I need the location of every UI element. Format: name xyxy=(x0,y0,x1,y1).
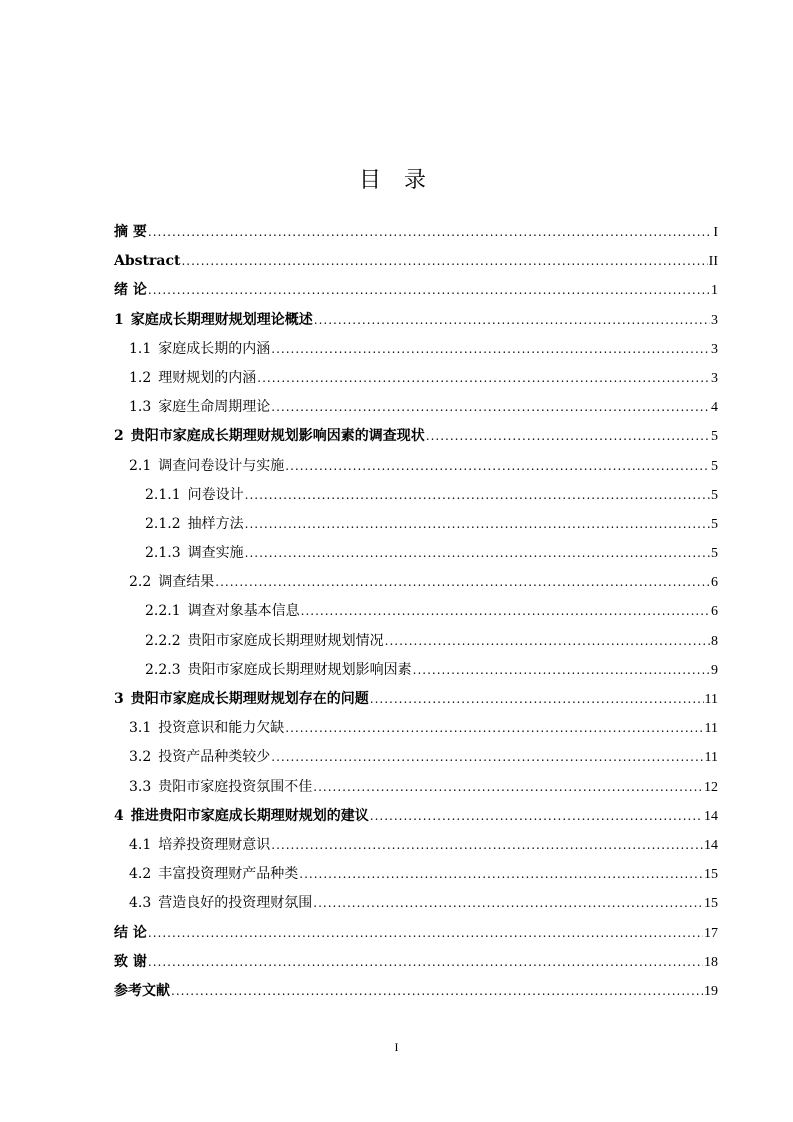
dot-leader xyxy=(245,539,710,568)
dot-leader xyxy=(148,276,710,305)
toc-entry-text: 调查结果 xyxy=(158,574,215,591)
toc-entry-page: 12 xyxy=(704,779,718,795)
toc-entry-label xyxy=(129,568,214,597)
toc-entry-label xyxy=(145,597,300,626)
toc-entry[interactable] xyxy=(114,568,718,597)
toc-entry-number: 1.3 xyxy=(129,399,152,416)
dot-leader xyxy=(171,977,703,1006)
toc-entry-text: 投资产品种类较少 xyxy=(158,749,271,766)
page-number: I xyxy=(394,1040,399,1054)
dot-leader xyxy=(245,481,710,510)
toc-entry-text: 家庭成长期理财规划理论概述 xyxy=(130,311,313,328)
dot-leader xyxy=(301,597,710,626)
dot-leader xyxy=(285,452,710,481)
toc-entry-label xyxy=(145,539,244,568)
toc-entry[interactable] xyxy=(114,743,718,772)
dot-leader xyxy=(215,568,710,597)
toc-entry[interactable] xyxy=(114,597,718,626)
toc-entry-number: 2.1.1 xyxy=(145,486,181,503)
toc-entry-page: 1 xyxy=(711,283,718,299)
toc-entry-label xyxy=(129,831,270,860)
toc-entry-page: 3 xyxy=(711,370,718,386)
toc-entry[interactable] xyxy=(114,889,718,918)
toc-entry-text: 投资意识和能力欠缺 xyxy=(158,720,285,737)
toc-entry-text: 培养投资理财意识 xyxy=(158,836,271,853)
toc-entry-text: 问卷设计 xyxy=(187,486,244,503)
toc-entry-text: 营造良好的投资理财氛围 xyxy=(158,895,313,912)
toc-entry-label xyxy=(129,364,256,393)
toc-entry-label xyxy=(145,627,384,656)
toc-entry-page: 5 xyxy=(711,546,718,562)
toc-entry-page: 9 xyxy=(711,662,718,678)
toc-entry-text: 摘 要 xyxy=(114,224,147,240)
toc-entry-page: 3 xyxy=(711,341,718,357)
toc-entry-text: 贵阳市家庭成长期理财规划存在的问题 xyxy=(130,691,369,707)
toc-entry-label xyxy=(129,860,298,889)
toc-entry[interactable] xyxy=(114,452,718,481)
dot-leader xyxy=(271,335,710,364)
toc-entry[interactable] xyxy=(114,306,718,335)
toc-entry[interactable] xyxy=(114,422,718,451)
toc-entry-page: II xyxy=(708,254,718,270)
toc-entry-label xyxy=(145,510,244,539)
toc-entry-number: 4.1 xyxy=(129,836,152,853)
toc-entry-text: 结 论 xyxy=(114,924,147,941)
toc-entry-number: 2.2.3 xyxy=(145,661,181,678)
toc-title: 目 录 xyxy=(359,168,434,193)
toc-entry[interactable] xyxy=(114,919,718,948)
dot-leader xyxy=(257,364,710,393)
toc-entry-label xyxy=(114,685,369,714)
toc-entry[interactable] xyxy=(114,656,718,685)
toc-entry-number: 1.2 xyxy=(129,369,152,386)
toc-entry-text: 绪 论 xyxy=(114,282,147,299)
toc-entry-page: 5 xyxy=(711,487,718,503)
toc-entry-number: 2.2.2 xyxy=(145,632,181,649)
toc-entry-number: 4 xyxy=(114,807,124,824)
dot-leader xyxy=(314,306,710,335)
toc-entry-text: 贵阳市家庭成长期理财规划影响因素的调查现状 xyxy=(130,428,425,445)
dot-leader xyxy=(148,948,703,977)
toc-entry-page: 8 xyxy=(711,633,718,649)
dot-leader xyxy=(271,393,710,422)
toc-entry-page: 11 xyxy=(704,692,718,707)
toc-entry-label xyxy=(129,773,312,802)
toc-entry[interactable] xyxy=(114,481,718,510)
toc-entry-page: 11 xyxy=(704,721,718,737)
toc-entry-label xyxy=(129,393,270,422)
toc-entry-text: 贵阳市家庭成长期理财规划影响因素 xyxy=(187,661,412,678)
toc-entry[interactable] xyxy=(114,218,718,247)
toc-entry-page: 17 xyxy=(704,925,718,941)
dot-leader xyxy=(245,510,710,539)
toc-entry[interactable] xyxy=(114,977,718,1006)
toc-entry-page: 6 xyxy=(711,575,718,591)
toc-entry-page: 6 xyxy=(711,604,718,620)
toc-entry-label xyxy=(114,919,147,948)
toc-entry-label xyxy=(129,889,312,918)
toc-entry-text: Abstract xyxy=(114,253,181,270)
dot-leader xyxy=(313,889,703,918)
toc-entry-number: 3.2 xyxy=(129,749,152,766)
toc-entry-page: 3 xyxy=(711,312,718,328)
table-of-contents xyxy=(114,218,718,1006)
toc-entry-page: 5 xyxy=(711,458,718,474)
toc-entry-number: 2.2.1 xyxy=(145,603,181,620)
dot-leader xyxy=(299,860,703,889)
toc-entry[interactable] xyxy=(114,539,718,568)
toc-entry-label xyxy=(114,977,170,1006)
toc-entry[interactable] xyxy=(114,247,718,276)
dot-leader xyxy=(413,656,710,685)
dot-leader xyxy=(370,802,703,831)
toc-entry-page: 15 xyxy=(704,896,718,912)
toc-entry[interactable] xyxy=(114,831,718,860)
toc-entry-label xyxy=(145,481,244,510)
toc-entry-number: 2 xyxy=(114,428,124,445)
toc-entry-text: 调查对象基本信息 xyxy=(187,603,300,620)
toc-entry-text: 抽样方法 xyxy=(187,515,244,532)
dot-leader xyxy=(370,685,704,714)
toc-entry-text: 丰富投资理财产品种类 xyxy=(158,866,299,883)
dot-leader xyxy=(271,831,703,860)
toc-entry-text: 贵阳市家庭成长期理财规划情况 xyxy=(187,632,384,649)
toc-entry-label xyxy=(114,948,147,977)
toc-entry[interactable] xyxy=(114,393,718,422)
toc-entry[interactable] xyxy=(114,685,718,714)
toc-entry-number: 1.1 xyxy=(129,340,152,357)
dot-leader xyxy=(285,714,703,743)
toc-entry-text: 参考文献 xyxy=(114,982,170,999)
toc-entry[interactable] xyxy=(114,510,718,539)
toc-entry-label xyxy=(114,247,180,276)
toc-entry-number: 3.1 xyxy=(129,720,152,737)
toc-entry-label xyxy=(114,218,147,247)
toc-entry-number: 1 xyxy=(114,311,124,328)
toc-entry-page: 19 xyxy=(704,983,718,999)
toc-entry-page: I xyxy=(713,225,718,240)
toc-entry-label xyxy=(129,335,270,364)
toc-entry-page: 5 xyxy=(711,516,718,532)
dot-leader xyxy=(426,422,710,451)
dot-leader xyxy=(148,218,712,247)
toc-entry-page: 14 xyxy=(704,808,718,824)
toc-entry-label xyxy=(114,422,425,451)
toc-entry-text: 调查问卷设计与实施 xyxy=(158,457,285,474)
toc-entry-page: 5 xyxy=(711,429,718,445)
toc-entry[interactable] xyxy=(114,802,718,831)
dot-leader xyxy=(313,773,703,802)
toc-entry[interactable] xyxy=(114,714,718,743)
toc-entry-text: 推进贵阳市家庭成长期理财规划的建议 xyxy=(130,807,369,824)
toc-entry[interactable] xyxy=(114,364,718,393)
toc-entry-number: 4.3 xyxy=(129,895,152,912)
toc-entry-page: 14 xyxy=(704,837,718,853)
toc-entry-label xyxy=(129,714,284,743)
toc-entry-text: 致 谢 xyxy=(114,953,147,970)
toc-entry-text: 家庭成长期的内涵 xyxy=(158,340,271,357)
toc-entry-page: 11 xyxy=(704,750,718,766)
toc-entry-label xyxy=(145,656,412,685)
toc-entry-text: 贵阳市家庭投资氛围不佳 xyxy=(158,778,313,795)
toc-entry-text: 调查实施 xyxy=(187,545,244,562)
dot-leader xyxy=(385,627,710,656)
toc-entry-number: 2.2 xyxy=(129,574,152,591)
toc-entry-label xyxy=(129,452,284,481)
dot-leader xyxy=(181,247,707,276)
toc-entry-number: 4.2 xyxy=(129,866,152,883)
toc-entry-number: 2.1 xyxy=(129,457,152,474)
toc-entry-number: 2.1.2 xyxy=(145,515,181,532)
dot-leader xyxy=(271,743,703,772)
toc-entry[interactable] xyxy=(114,276,718,305)
toc-entry[interactable] xyxy=(114,773,718,802)
toc-entry-text: 家庭生命周期理论 xyxy=(158,399,271,416)
toc-entry-number: 3.3 xyxy=(129,778,152,795)
toc-entry-text: 理财规划的内涵 xyxy=(158,369,257,386)
toc-entry-label xyxy=(114,802,369,831)
toc-entry-number: 3 xyxy=(114,691,124,707)
toc-entry[interactable] xyxy=(114,627,718,656)
toc-entry-page: 15 xyxy=(704,867,718,883)
toc-entry[interactable] xyxy=(114,948,718,977)
toc-entry-number: 2.1.3 xyxy=(145,545,181,562)
toc-entry[interactable] xyxy=(114,335,718,364)
toc-entry[interactable] xyxy=(114,860,718,889)
dot-leader xyxy=(148,919,703,948)
toc-entry-label xyxy=(114,276,147,305)
toc-entry-page: 18 xyxy=(704,954,718,970)
toc-entry-label xyxy=(129,743,270,772)
toc-entry-page: 4 xyxy=(711,400,718,416)
toc-entry-label xyxy=(114,306,313,335)
